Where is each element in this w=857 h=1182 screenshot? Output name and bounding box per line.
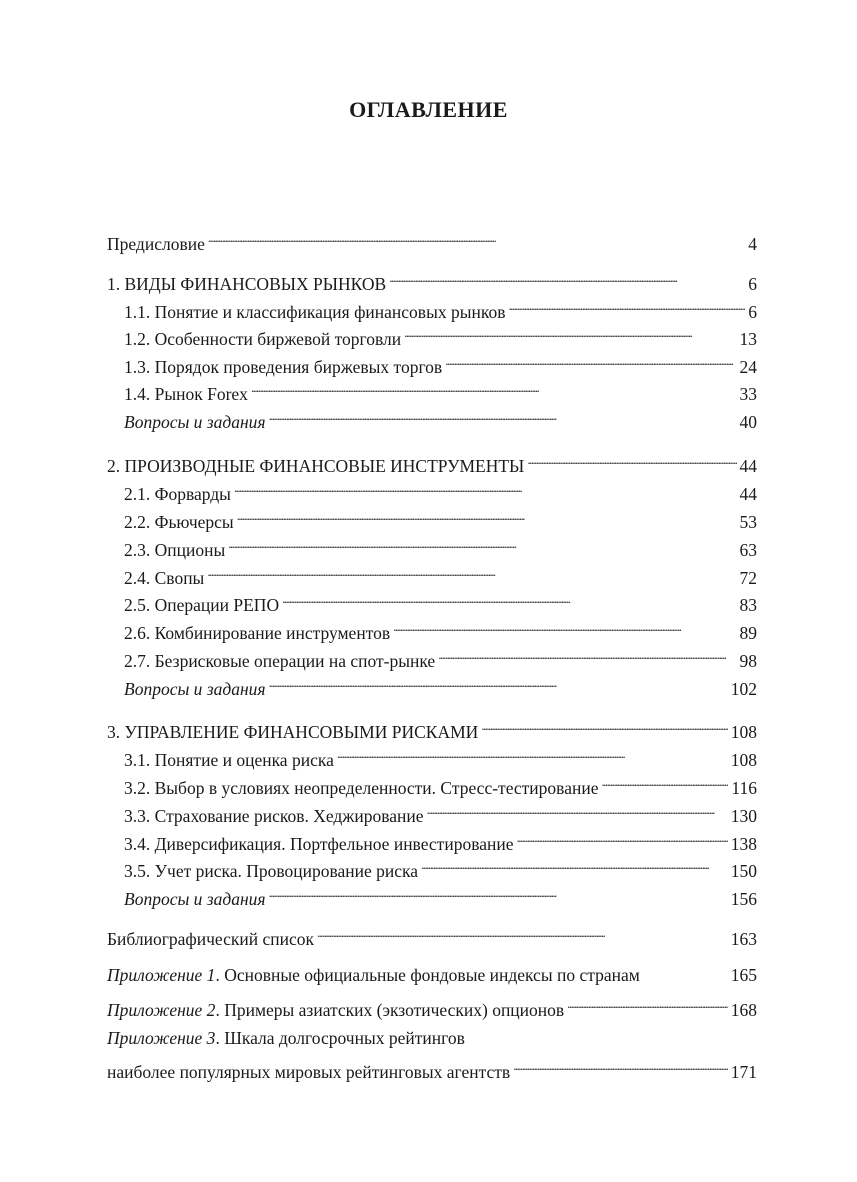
toc-entry-page: 83 (739, 595, 757, 615)
toc-entry-page: 168 (730, 1000, 757, 1020)
toc-entry-label: 2.2. Фьючерсы (124, 512, 234, 532)
toc-entry-label: Вопросы и задания (124, 679, 266, 699)
dot-leader (317, 921, 728, 945)
toc-entry-page: 108 (730, 750, 757, 770)
dot-leader (269, 881, 728, 905)
appendix-label: Приложение 2 (107, 1000, 216, 1020)
toc-entry-page: 102 (730, 679, 757, 699)
toc-entry-appendix-1 (107, 957, 757, 985)
toc-entry-1-4 (124, 376, 757, 404)
toc-entry-2-3 (124, 532, 757, 560)
toc-entry-page: 156 (730, 889, 757, 909)
toc-entry-label: 1. ВИДЫ ФИНАНСОВЫХ РЫНКОВ (107, 274, 387, 294)
toc-entry-appendix-3-line2 (107, 1054, 757, 1082)
toc-entry-page: 6 (748, 274, 757, 294)
toc-entry-page: 63 (739, 540, 757, 560)
toc-entry-preface (107, 226, 757, 254)
toc-entry-label: Вопросы и задания (124, 412, 266, 432)
dot-leader (207, 560, 736, 584)
toc-entry-chapter-3 (107, 714, 757, 742)
dot-leader (389, 266, 745, 290)
toc-entry-label: 3. УПРАВЛЕНИЕ ФИНАНСОВЫМИ РИСКАМИ (107, 722, 479, 742)
toc-entry-label: Библиографический список (107, 929, 315, 949)
dot-leader (445, 349, 736, 373)
toc-entry-page: 44 (739, 456, 757, 476)
dot-leader (228, 532, 736, 556)
toc-entry-questions-3 (124, 881, 757, 909)
toc-entry-3-2 (124, 770, 757, 798)
toc-entry-3-1 (124, 742, 757, 770)
toc-entry-label: 1.3. Порядок проведения биржевых торгов (124, 357, 443, 377)
dot-leader (513, 1054, 728, 1078)
appendix-label: Приложение 3 (107, 1028, 216, 1048)
toc-entry-page: 150 (730, 861, 757, 881)
dot-leader (208, 226, 745, 250)
toc-entry-3-3 (124, 798, 757, 826)
dot-leader (393, 615, 736, 639)
toc-entry-3-5 (124, 853, 757, 881)
toc-entry-chapter-2 (107, 448, 757, 476)
dot-leader (517, 826, 728, 850)
toc-entry-label: 2.5. Операции РЕПО (124, 595, 280, 615)
toc-entry-label: 2.1. Форварды (124, 484, 231, 504)
toc-entry-label: 3.5. Учет риска. Провоцирование риска (124, 861, 419, 881)
toc-entry-page: 89 (739, 623, 757, 643)
toc-entry-label: наиболее популярных мировых рейтинговых агентств (107, 1062, 511, 1082)
toc-entry-label: 2.6. Комбинирование инструментов (124, 623, 391, 643)
toc-entry-2-5 (124, 587, 757, 615)
dot-leader (337, 742, 728, 766)
toc-entry-page: 108 (730, 722, 757, 742)
toc-entry-bibliography (107, 921, 757, 949)
toc-entry-label: 3.4. Диверсификация. Портфельное инвестирование (124, 834, 514, 854)
dot-leader (404, 321, 736, 345)
toc-entry-1-1 (124, 294, 757, 322)
toc-entry-page: 98 (739, 651, 757, 671)
toc-entry-label: 2.4. Свопы (124, 568, 205, 588)
dot-leader (251, 376, 737, 400)
toc-entry-page: 72 (739, 568, 757, 588)
toc-entry-2-7 (124, 643, 757, 671)
toc-entry-label: 3.3. Страхование рисков. Хеджирование (124, 806, 424, 826)
toc-entry-label: 1.2. Особенности биржевой торговли (124, 329, 402, 349)
dot-leader (527, 448, 736, 472)
toc-entry-label: 1.1. Понятие и классификация финансовых рынков (124, 302, 506, 322)
toc-entry-page: 130 (730, 806, 757, 826)
dot-leader (234, 476, 737, 500)
toc-entry-page: 33 (739, 384, 757, 404)
toc-entry-page: 53 (739, 512, 757, 532)
toc-entry-label: 3.1. Понятие и оценка риска (124, 750, 334, 770)
toc-entry-3-4 (124, 826, 757, 854)
toc-entry-page: 171 (730, 1062, 757, 1082)
toc-entry-appendix-2 (107, 992, 757, 1020)
toc-entry-2-2 (124, 504, 757, 532)
toc-entry-page: 6 (748, 302, 757, 322)
dot-leader (269, 671, 728, 695)
dot-leader (508, 294, 745, 318)
dot-leader (438, 643, 736, 667)
toc-entry-page: 44 (739, 484, 757, 504)
toc-entry-label: . Примеры азиатских (экзотических) опционов (215, 1000, 565, 1020)
toc-entry-label: 2. ПРОИЗВОДНЫЕ ФИНАНСОВЫЕ ИНСТРУМЕНТЫ (107, 456, 525, 476)
toc-entry-1-3 (124, 349, 757, 377)
toc-entry-page: 165 (730, 965, 757, 985)
dot-leader (643, 957, 728, 981)
toc-entry-page: 24 (739, 357, 757, 377)
dot-leader (237, 504, 737, 528)
dot-leader (427, 798, 728, 822)
toc-entry-page: 138 (730, 834, 757, 854)
toc-entry-page: 4 (748, 234, 757, 254)
toc-entry-appendix-3-line1 (107, 1026, 465, 1050)
toc-entry-questions-1 (124, 404, 757, 432)
toc-entry-label: 1.4. Рынок Forex (124, 384, 248, 404)
dot-leader (269, 404, 737, 428)
toc-entry-label: Предисловие (107, 234, 205, 254)
toc-entry-1-2 (124, 321, 757, 349)
toc-entry-chapter-1 (107, 266, 757, 294)
toc-entry-page: 163 (730, 929, 757, 949)
dot-leader (567, 992, 728, 1016)
toc-entry-page: 13 (739, 329, 757, 349)
toc-entry-questions-2 (124, 671, 757, 699)
toc-entry-2-1 (124, 476, 757, 504)
dot-leader (282, 587, 736, 611)
dot-leader (601, 770, 728, 794)
toc-entry-page: 116 (731, 778, 757, 798)
toc-entry-2-6 (124, 615, 757, 643)
toc-entry-label: 3.2. Выбор в условиях неопределенности. Стресс-тестирование (124, 778, 599, 798)
toc-entry-label: 2.7. Безрисковые операции на спот-рынке (124, 651, 436, 671)
toc-entry-label: 2.3. Опционы (124, 540, 226, 560)
toc-entry-2-4 (124, 560, 757, 588)
appendix-label: Приложение 1 (107, 965, 216, 985)
dot-leader (421, 853, 728, 877)
toc-entry-label: . Шкала долгосрочных рейтингов (215, 1028, 465, 1048)
toc-entry-label: Вопросы и задания (124, 889, 266, 909)
toc-entry-label: . Основные официальные фондовые индексы по странам (215, 965, 640, 985)
toc-entry-page: 40 (739, 412, 757, 432)
page-title: ОГЛАВЛЕНИЕ (349, 97, 508, 122)
dot-leader (481, 714, 727, 738)
